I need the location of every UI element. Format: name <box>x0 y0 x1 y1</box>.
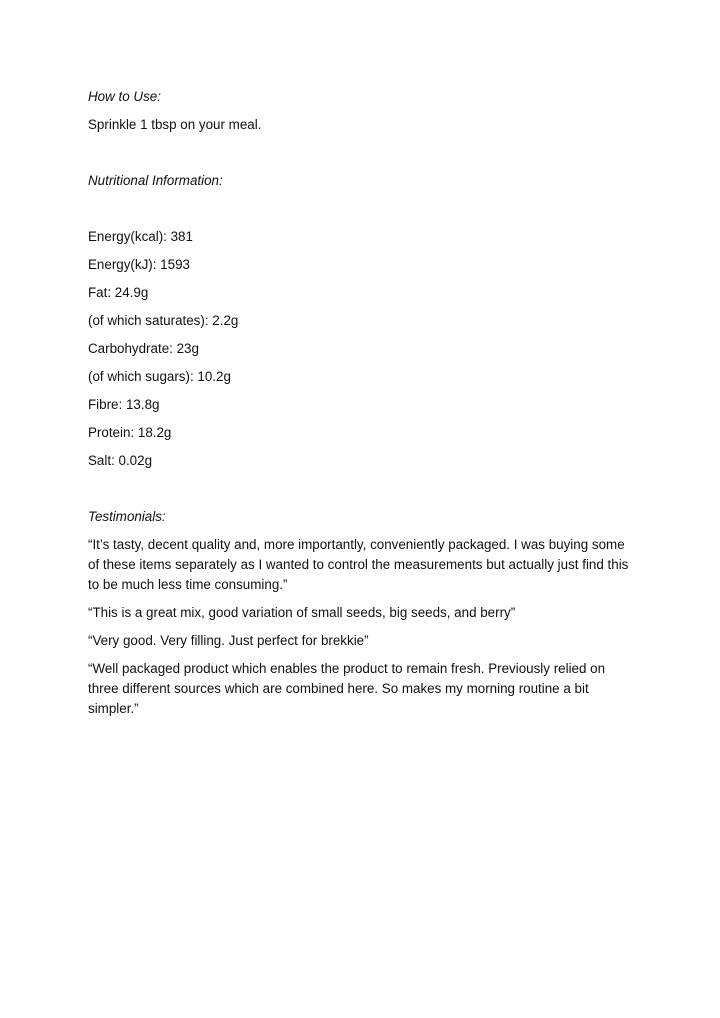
how-to-use-heading: How to Use: <box>88 89 161 104</box>
nutrition-heading: Nutritional Information: <box>88 173 223 188</box>
nutrition-item: (of which sugars): 10.2g <box>88 369 231 384</box>
how-to-use-text: Sprinkle 1 tbsp on your meal. <box>88 117 262 132</box>
nutrition-item: Fat: 24.9g <box>88 285 149 300</box>
nutrition-item: Energy(kJ): 1593 <box>88 257 190 272</box>
nutrition-item: Salt: 0.02g <box>88 453 153 468</box>
testimonials-list <box>88 535 636 719</box>
nutrition-list <box>88 227 636 471</box>
testimonial-quote: “Very good. Very filling. Just perfect for brekkie” <box>88 633 369 648</box>
testimonial-quote: “This is a great mix, good variation of small seeds, big seeds, and berry” <box>88 605 516 620</box>
nutrition-item: Protein: 18.2g <box>88 425 172 440</box>
testimonials-heading: Testimonials: <box>88 509 166 524</box>
document-content <box>88 87 636 719</box>
nutrition-item: Carbohydrate: 23g <box>88 341 199 356</box>
testimonial-quote: “It’s tasty, decent quality and, more importantly, conveniently packaged. I was buying some of these items separately as I wanted to control the measurements but actually just find this to be much less time consuming.” <box>88 537 629 592</box>
testimonial-quote: “Well packaged product which enables the product to remain fresh. Previously relied on three different sources which are combined here. So makes my morning routine a bit simpler.” <box>88 661 606 716</box>
nutrition-item: (of which saturates): 2.2g <box>88 313 239 328</box>
nutrition-item: Energy(kcal): 381 <box>88 229 193 244</box>
nutrition-item: Fibre: 13.8g <box>88 397 160 412</box>
